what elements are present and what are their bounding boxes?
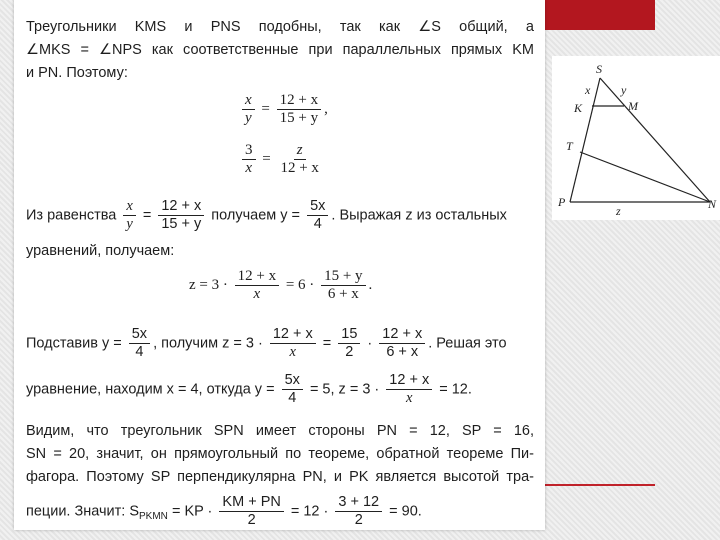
equation-2: $\frac{3}{x}$ = $\frac{z}{12 + x}$ [239,142,325,177]
para5-line1: Видим, что треугольник SPN имеет стороны PN = 12, SP = 16, [26,423,534,439]
equation-1: $\frac{x}{y}$ = $\frac{12 + x}{15 + y}$ , [239,92,328,127]
label-N: N [708,197,717,211]
para3-line1: Подставив y = $\frac{5x}{4}$ , получим z = 3 · $\frac{12 + x}{x}$ = $\frac{15}{2}$ · $\frac{12 + x}{6 + x}$ . Решая это [26,326,507,360]
para1-line3: и PN. Поэтому: [26,65,128,81]
segment-TN [580,152,710,202]
para1-line1: Треугольники KMS и PNS подобны, так как ∠S общий, а [26,19,534,35]
para2-line1: Из равенства $\frac{x}{y}$ = $\frac{12 + x}{15 + y}$ получаем y = $\frac{5x}{4}$ . Выражая z из остальных [26,198,507,232]
label-P: P [558,195,566,209]
red-accent-bar [545,0,655,30]
document-page [14,0,545,530]
triangle-diagram [552,56,720,220]
label-y: y [621,83,627,97]
red-accent-line [545,484,655,486]
equation-3: z = 3 · $\frac{12 + x}{x}$ = 6 · $\frac{15 + y}{6 + x}$ . [189,268,373,302]
para5-line2: SN = 20, значит, он прямоугольный по теореме, обратной теореме Пи- [26,446,534,462]
area-subscript: PKMN [139,511,168,523]
label-x: x [585,83,591,97]
label-T: T [566,139,573,153]
para5-line3: фагора. Поэтому SP перпендикулярна PN, и PK является высотой тра- [26,469,534,485]
para1-line2: ∠MKS = ∠NPS как соответственные при параллельных прямых KM [26,42,534,58]
para5-line4: пеции. Значит: $S_{PKMN}$ = KP · $\frac{KM + PN}{2}$ = 12 · $\frac{3 + 12}{2}$ = 90. [26,494,422,528]
side-SN [600,78,710,202]
label-S: S [596,62,602,76]
para4-line1: уравнение, находим x = 4, откуда y = $\frac{5x}{4}$ = 5, z = 3 · $\frac{12 + x}{x}$ = 12. [26,372,472,406]
label-z: z [616,204,621,218]
label-M: M [628,99,638,113]
para2-line2: уравнений, получаем: [26,243,175,259]
label-K: K [574,101,583,115]
